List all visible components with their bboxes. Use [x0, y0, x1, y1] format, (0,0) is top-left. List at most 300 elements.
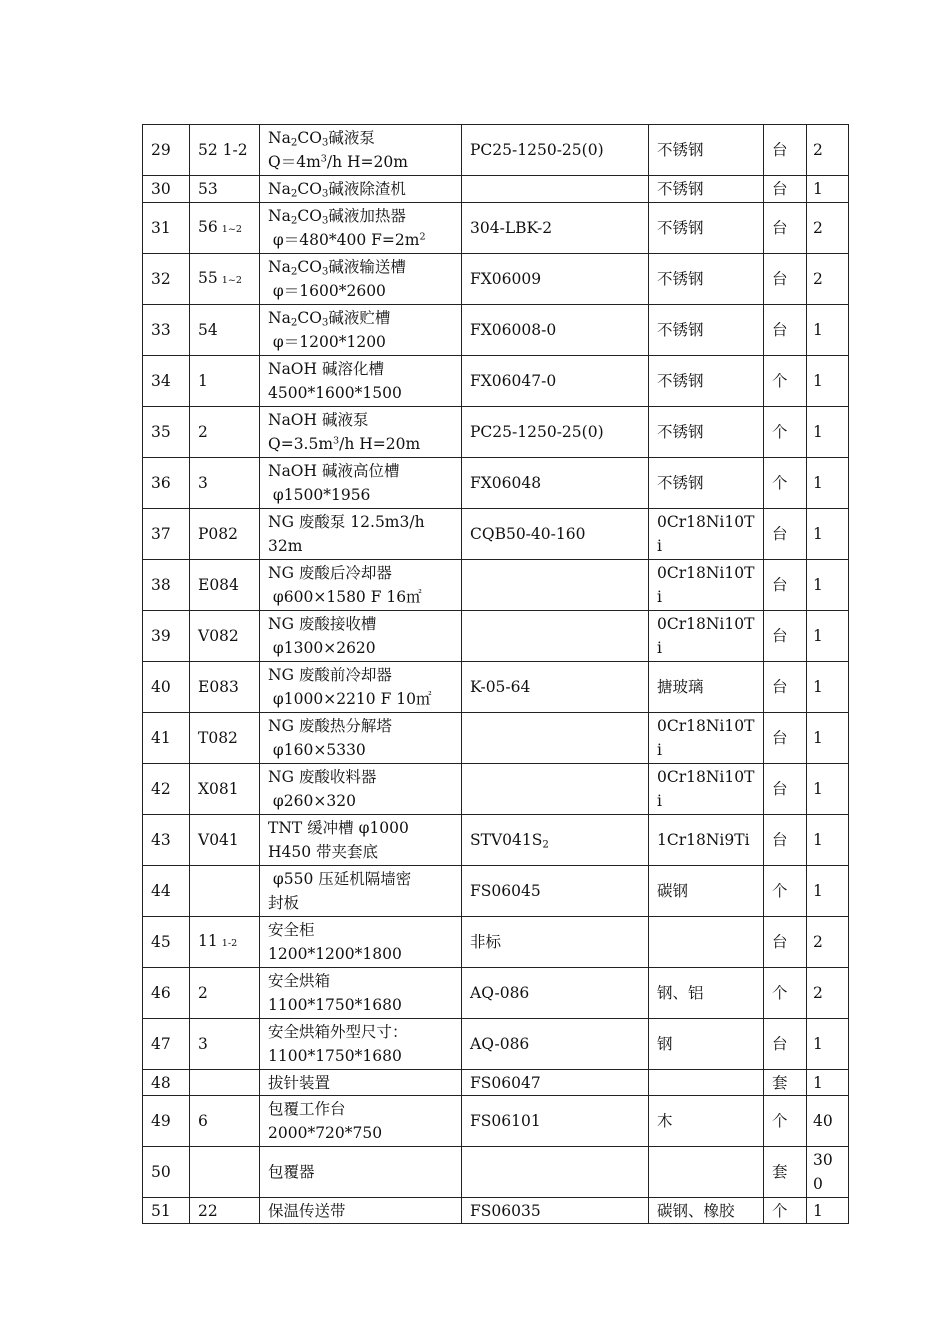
- equipment-name-cell: [260, 917, 462, 968]
- text-fragment: Na: [268, 309, 291, 327]
- equipment-code-cell: [190, 356, 260, 407]
- cell-text: 29: [151, 141, 171, 159]
- cell-text: 个: [772, 474, 788, 492]
- cell-line: [268, 1020, 459, 1044]
- text-fragment: 1~2: [221, 274, 242, 286]
- text-fragment: T082: [198, 729, 238, 747]
- text-fragment: 3: [321, 317, 329, 329]
- quantity-cell: [807, 305, 849, 356]
- quantity-cell: [807, 764, 849, 815]
- cell-line: 1: [813, 882, 823, 900]
- text-fragment: CO: [297, 180, 322, 198]
- text-fragment: 3: [333, 435, 340, 447]
- cell-line: [198, 1032, 255, 1056]
- cell-line: [198, 266, 255, 293]
- cell-text: 38: [151, 576, 171, 594]
- unit-cell: [764, 305, 807, 356]
- unit-cell: [764, 815, 807, 866]
- cell-line: [268, 228, 459, 252]
- equipment-name-cell: [260, 176, 462, 203]
- text-fragment: φ1500*1956: [268, 486, 371, 504]
- material-cell: [649, 356, 764, 407]
- row-number-cell: [143, 1147, 190, 1198]
- row-number-cell: [143, 1019, 190, 1070]
- cell-line: [268, 1121, 459, 1145]
- cell-line: [268, 612, 459, 636]
- cell-line: [470, 471, 644, 495]
- text-fragment: FX06008-0: [470, 321, 557, 339]
- text-fragment: NG 废酸前冷却器: [268, 666, 392, 684]
- row-number-cell: [143, 866, 190, 917]
- cell-line: [198, 1199, 255, 1223]
- cell-line: [470, 420, 644, 444]
- row-number-cell: [143, 1096, 190, 1147]
- row-number-cell: [143, 968, 190, 1019]
- table-row: [143, 1019, 849, 1070]
- cell-line: 1: [813, 180, 823, 198]
- text-fragment: 2: [290, 188, 298, 200]
- text-fragment: 2: [290, 137, 298, 149]
- equipment-code-cell: [190, 815, 260, 866]
- text-fragment: FS06101: [470, 1112, 541, 1130]
- text-fragment: Na: [268, 207, 291, 225]
- text-fragment: 3: [198, 1035, 208, 1053]
- text-fragment: 4500*1600*1500: [268, 384, 402, 402]
- cell-text: 个: [772, 372, 788, 390]
- text-fragment: φ＝1600*2600: [268, 282, 386, 300]
- cell-line: [268, 636, 459, 660]
- equipment-table-body: [143, 125, 849, 1224]
- cell-line: 碳钢、橡胶: [657, 1201, 735, 1220]
- text-fragment: 3: [321, 137, 329, 149]
- text-fragment: φ1300×2620: [268, 639, 376, 657]
- text-fragment: P082: [198, 525, 239, 543]
- cell-line: [268, 177, 459, 201]
- material-cell: [649, 509, 764, 560]
- text-fragment: 1100*1750*1680: [268, 996, 402, 1014]
- cell-line: 0Cr18Ni10T: [657, 615, 755, 633]
- unit-cell: [764, 917, 807, 968]
- cell-text: 套: [772, 1163, 788, 1181]
- table-row: [143, 866, 849, 917]
- cell-line: [198, 624, 255, 648]
- text-fragment: 包覆工作台: [268, 1100, 346, 1118]
- cell-line: [268, 279, 459, 303]
- row-number-cell: [143, 203, 190, 254]
- equipment-code-cell: [190, 1147, 260, 1198]
- cell-text: 个: [772, 984, 788, 1002]
- text-fragment: 52: [198, 141, 218, 159]
- cell-line: [268, 840, 459, 864]
- cell-text: 43: [151, 831, 171, 849]
- model-number-cell: [462, 407, 649, 458]
- text-fragment: NG 废酸收料器: [268, 768, 377, 786]
- quantity-cell: [807, 458, 849, 509]
- cell-line: [470, 1109, 644, 1133]
- cell-line: [470, 1199, 644, 1223]
- cell-line: [268, 1044, 459, 1068]
- cell-text: 51: [151, 1201, 171, 1220]
- text-fragment: K-05-64: [470, 678, 531, 696]
- cell-text: 32: [151, 270, 171, 288]
- cell-line: 1: [813, 474, 823, 492]
- text-fragment: Na: [268, 180, 291, 198]
- text-fragment: 3: [320, 153, 327, 165]
- equipment-name-cell: [260, 305, 462, 356]
- cell-line: 1: [813, 678, 823, 696]
- unit-cell: [764, 125, 807, 176]
- table-row: [143, 611, 849, 662]
- model-number-cell: [462, 866, 649, 917]
- cell-line: 不锈钢: [657, 141, 704, 159]
- row-number-cell: [143, 1198, 190, 1224]
- text-fragment: 55: [198, 268, 218, 287]
- cell-line: 1: [813, 1073, 823, 1092]
- unit-cell: [764, 560, 807, 611]
- cell-line: [470, 828, 644, 852]
- cell-text: 台: [772, 576, 788, 594]
- material-cell: [649, 458, 764, 509]
- cell-line: [268, 1071, 459, 1095]
- cell-text: 个: [772, 423, 788, 441]
- cell-line: i: [657, 741, 662, 759]
- text-fragment: 保温传送带: [268, 1201, 346, 1220]
- material-cell: [649, 1198, 764, 1224]
- material-cell: [649, 125, 764, 176]
- cell-line: 1: [813, 1035, 823, 1053]
- table-row: [143, 407, 849, 458]
- equipment-code-cell: [190, 662, 260, 713]
- text-fragment: Q＝4m: [268, 153, 321, 171]
- material-cell: [649, 764, 764, 815]
- cell-line: [470, 1071, 644, 1095]
- cell-line: 0: [813, 1175, 823, 1193]
- cell-line: 0Cr18Ni10T: [657, 717, 755, 735]
- equipment-name-cell: [260, 356, 462, 407]
- cell-line: [268, 1160, 459, 1184]
- equipment-name-cell: [260, 560, 462, 611]
- text-fragment: V082: [198, 627, 239, 645]
- model-number-cell: [462, 305, 649, 356]
- equipment-code-cell: [190, 254, 260, 305]
- material-cell: [649, 968, 764, 1019]
- equipment-code-cell: [190, 1019, 260, 1070]
- model-number-cell: [462, 176, 649, 203]
- table-row: [143, 968, 849, 1019]
- cell-text: 44: [151, 882, 171, 900]
- material-cell: [649, 560, 764, 611]
- text-fragment: NaOH 碱溶化槽: [268, 360, 384, 378]
- equipment-name-cell: [260, 1070, 462, 1096]
- cell-text: 47: [151, 1035, 171, 1053]
- equipment-table: [142, 124, 849, 1224]
- row-number-cell: [143, 815, 190, 866]
- text-fragment: TNT 缓冲槽 φ1000: [268, 819, 409, 837]
- cell-text: 台: [772, 180, 788, 198]
- cell-line: [268, 510, 459, 534]
- cell-line: [268, 918, 459, 942]
- cell-line: 2: [813, 141, 823, 159]
- text-fragment: 碱液泵: [328, 129, 375, 147]
- unit-cell: [764, 611, 807, 662]
- cell-line: [268, 561, 459, 585]
- cell-line: [470, 879, 644, 903]
- cell-line: [268, 867, 459, 891]
- material-cell: [649, 254, 764, 305]
- material-cell: [649, 1019, 764, 1070]
- table-row: [143, 1070, 849, 1096]
- table-row: [143, 305, 849, 356]
- cell-line: [198, 573, 255, 597]
- cell-line: [198, 929, 255, 956]
- text-fragment: 53: [198, 180, 218, 198]
- cell-text: 45: [151, 933, 171, 951]
- cell-line: [198, 420, 255, 444]
- text-fragment: 包覆器: [268, 1163, 315, 1181]
- cell-line: 40: [813, 1112, 833, 1130]
- quantity-cell: [807, 662, 849, 713]
- text-fragment: NaOH 碱液高位槽: [268, 462, 400, 480]
- cell-line: [268, 381, 459, 405]
- cell-line: [198, 318, 255, 342]
- cell-text: 37: [151, 525, 171, 543]
- text-fragment: 安全柜: [268, 921, 315, 939]
- text-fragment: φ260×320: [268, 792, 356, 810]
- text-fragment: AQ-086: [470, 984, 530, 1002]
- cell-line: 不锈钢: [657, 372, 704, 390]
- text-fragment: STV041S: [470, 831, 543, 849]
- cell-line: [198, 981, 255, 1005]
- table-row: [143, 1096, 849, 1147]
- quantity-cell: [807, 1147, 849, 1198]
- cell-line: [470, 369, 644, 393]
- model-number-cell: [462, 560, 649, 611]
- text-fragment: CO: [297, 207, 322, 225]
- material-cell: [649, 866, 764, 917]
- text-fragment: 3: [321, 188, 329, 200]
- quantity-cell: [807, 356, 849, 407]
- cell-line: [470, 138, 644, 162]
- cell-line: 1Cr18Ni9Ti: [657, 831, 750, 849]
- material-cell: [649, 407, 764, 458]
- text-fragment: 2: [198, 984, 208, 1002]
- text-fragment: NG 废酸热分解塔: [268, 717, 392, 735]
- cell-line: [268, 357, 459, 381]
- model-number-cell: [462, 764, 649, 815]
- text-fragment: 54: [198, 321, 218, 339]
- table-row: [143, 917, 849, 968]
- unit-cell: [764, 866, 807, 917]
- text-fragment: FX06047-0: [470, 372, 557, 390]
- unit-cell: [764, 458, 807, 509]
- unit-cell: [764, 356, 807, 407]
- cell-line: 不锈钢: [657, 219, 704, 237]
- text-fragment: φ＝1200*1200: [268, 333, 386, 351]
- material-cell: [649, 917, 764, 968]
- model-number-cell: [462, 458, 649, 509]
- equipment-name-cell: [260, 968, 462, 1019]
- text-fragment: FS06045: [470, 882, 541, 900]
- text-fragment: NG 废酸泵 12.5m3/h: [268, 513, 425, 531]
- row-number-cell: [143, 713, 190, 764]
- cell-line: [198, 726, 255, 750]
- text-fragment: /h H=20m: [339, 435, 421, 453]
- text-fragment: Na: [268, 129, 291, 147]
- text-fragment: CO: [297, 258, 322, 276]
- model-number-cell: [462, 254, 649, 305]
- cell-line: 1: [813, 423, 823, 441]
- text-fragment: Q=3.5m: [268, 435, 334, 453]
- cell-line: [268, 483, 459, 507]
- table-row: [143, 713, 849, 764]
- table-row: [143, 458, 849, 509]
- equipment-name-cell: [260, 203, 462, 254]
- equipment-code-cell: [190, 1198, 260, 1224]
- quantity-cell: [807, 1070, 849, 1096]
- text-fragment: 22: [198, 1201, 218, 1220]
- cell-line: [268, 993, 459, 1017]
- cell-text: 39: [151, 627, 171, 645]
- cell-text: 35: [151, 423, 171, 441]
- cell-line: [268, 408, 459, 432]
- quantity-cell: [807, 611, 849, 662]
- model-number-cell: [462, 968, 649, 1019]
- cell-text: 套: [772, 1073, 788, 1092]
- text-fragment: NaOH 碱液泵: [268, 411, 369, 429]
- equipment-name-cell: [260, 1198, 462, 1224]
- cell-line: 2: [813, 933, 823, 951]
- cell-line: 1: [813, 576, 823, 594]
- unit-cell: [764, 662, 807, 713]
- quantity-cell: [807, 713, 849, 764]
- text-fragment: FS06047: [470, 1073, 541, 1092]
- cell-line: [268, 432, 459, 456]
- cell-text: 36: [151, 474, 171, 492]
- text-fragment: 1~2: [221, 223, 242, 235]
- row-number-cell: [143, 254, 190, 305]
- equipment-name-cell: [260, 662, 462, 713]
- equipment-name-cell: [260, 1147, 462, 1198]
- table-row: [143, 509, 849, 560]
- text-fragment: 2: [290, 266, 298, 278]
- cell-line: [470, 522, 644, 546]
- row-number-cell: [143, 1070, 190, 1096]
- cell-line: [268, 1199, 459, 1223]
- model-number-cell: [462, 611, 649, 662]
- cell-text: 49: [151, 1112, 171, 1130]
- cell-text: 台: [772, 141, 788, 159]
- cell-text: 台: [772, 933, 788, 951]
- material-cell: [649, 1147, 764, 1198]
- row-number-cell: [143, 509, 190, 560]
- text-fragment: 拔针装置: [268, 1073, 331, 1092]
- unit-cell: [764, 407, 807, 458]
- unit-cell: [764, 968, 807, 1019]
- text-fragment: 6: [198, 1112, 208, 1130]
- cell-line: 1: [813, 321, 823, 339]
- cell-line: 不锈钢: [657, 423, 704, 441]
- text-fragment: E083: [198, 678, 239, 696]
- material-cell: [649, 713, 764, 764]
- cell-line: 不锈钢: [657, 180, 704, 198]
- quantity-cell: [807, 1198, 849, 1224]
- text-fragment: FX06048: [470, 474, 542, 492]
- equipment-name-cell: [260, 407, 462, 458]
- equipment-code-cell: [190, 407, 260, 458]
- unit-cell: [764, 176, 807, 203]
- text-fragment: CO: [297, 309, 322, 327]
- equipment-code-cell: [190, 1070, 260, 1096]
- row-number-cell: [143, 611, 190, 662]
- cell-line: [470, 1032, 644, 1056]
- text-fragment: 2: [542, 839, 549, 851]
- cell-line: [268, 255, 459, 279]
- table-row: [143, 1147, 849, 1198]
- model-number-cell: [462, 1147, 649, 1198]
- equipment-name-cell: [260, 815, 462, 866]
- cell-line: 1: [813, 729, 823, 747]
- text-fragment: H450 带夹套底: [268, 843, 379, 861]
- text-fragment: 碱液输送槽: [328, 258, 406, 276]
- material-cell: [649, 662, 764, 713]
- cell-line: 0Cr18Ni10T: [657, 564, 755, 582]
- text-fragment: 3: [198, 474, 208, 492]
- cell-text: 42: [151, 780, 171, 798]
- equipment-name-cell: [260, 125, 462, 176]
- cell-text: 台: [772, 270, 788, 288]
- cell-text: 48: [151, 1073, 171, 1092]
- text-fragment: V041: [198, 831, 239, 849]
- model-number-cell: [462, 1096, 649, 1147]
- model-number-cell: [462, 662, 649, 713]
- equipment-code-cell: [190, 125, 260, 176]
- unit-cell: [764, 1070, 807, 1096]
- text-fragment: φ＝480*400 F=2m: [268, 231, 420, 249]
- cell-line: 2: [813, 984, 823, 1002]
- unit-cell: [764, 203, 807, 254]
- text-fragment: X081: [198, 780, 239, 798]
- cell-line: [268, 126, 459, 150]
- cell-line: [198, 215, 255, 242]
- cell-line: 1: [813, 627, 823, 645]
- table-row: [143, 125, 849, 176]
- material-cell: [649, 611, 764, 662]
- cell-line: [198, 369, 255, 393]
- cell-line: 2: [813, 270, 823, 288]
- text-fragment: CO: [297, 129, 322, 147]
- table-row: [143, 356, 849, 407]
- cell-line: 钢: [657, 1035, 673, 1053]
- table-row: [143, 815, 849, 866]
- quantity-cell: [807, 560, 849, 611]
- equipment-code-cell: [190, 866, 260, 917]
- quantity-cell: [807, 866, 849, 917]
- cell-text: 台: [772, 678, 788, 696]
- equipment-code-cell: [190, 713, 260, 764]
- cell-line: [268, 330, 459, 354]
- text-fragment: 2: [419, 231, 426, 243]
- text-fragment: PC25-1250-25(0): [470, 141, 604, 159]
- text-fragment: φ1000×2210 F 10㎡: [268, 690, 432, 708]
- cell-line: [268, 150, 459, 174]
- cell-text: 46: [151, 984, 171, 1002]
- cell-text: 台: [772, 627, 788, 645]
- cell-line: [268, 663, 459, 687]
- row-number-cell: [143, 305, 190, 356]
- cell-line: i: [657, 588, 662, 606]
- cell-line: [198, 177, 255, 201]
- cell-line: 搪玻璃: [657, 678, 704, 696]
